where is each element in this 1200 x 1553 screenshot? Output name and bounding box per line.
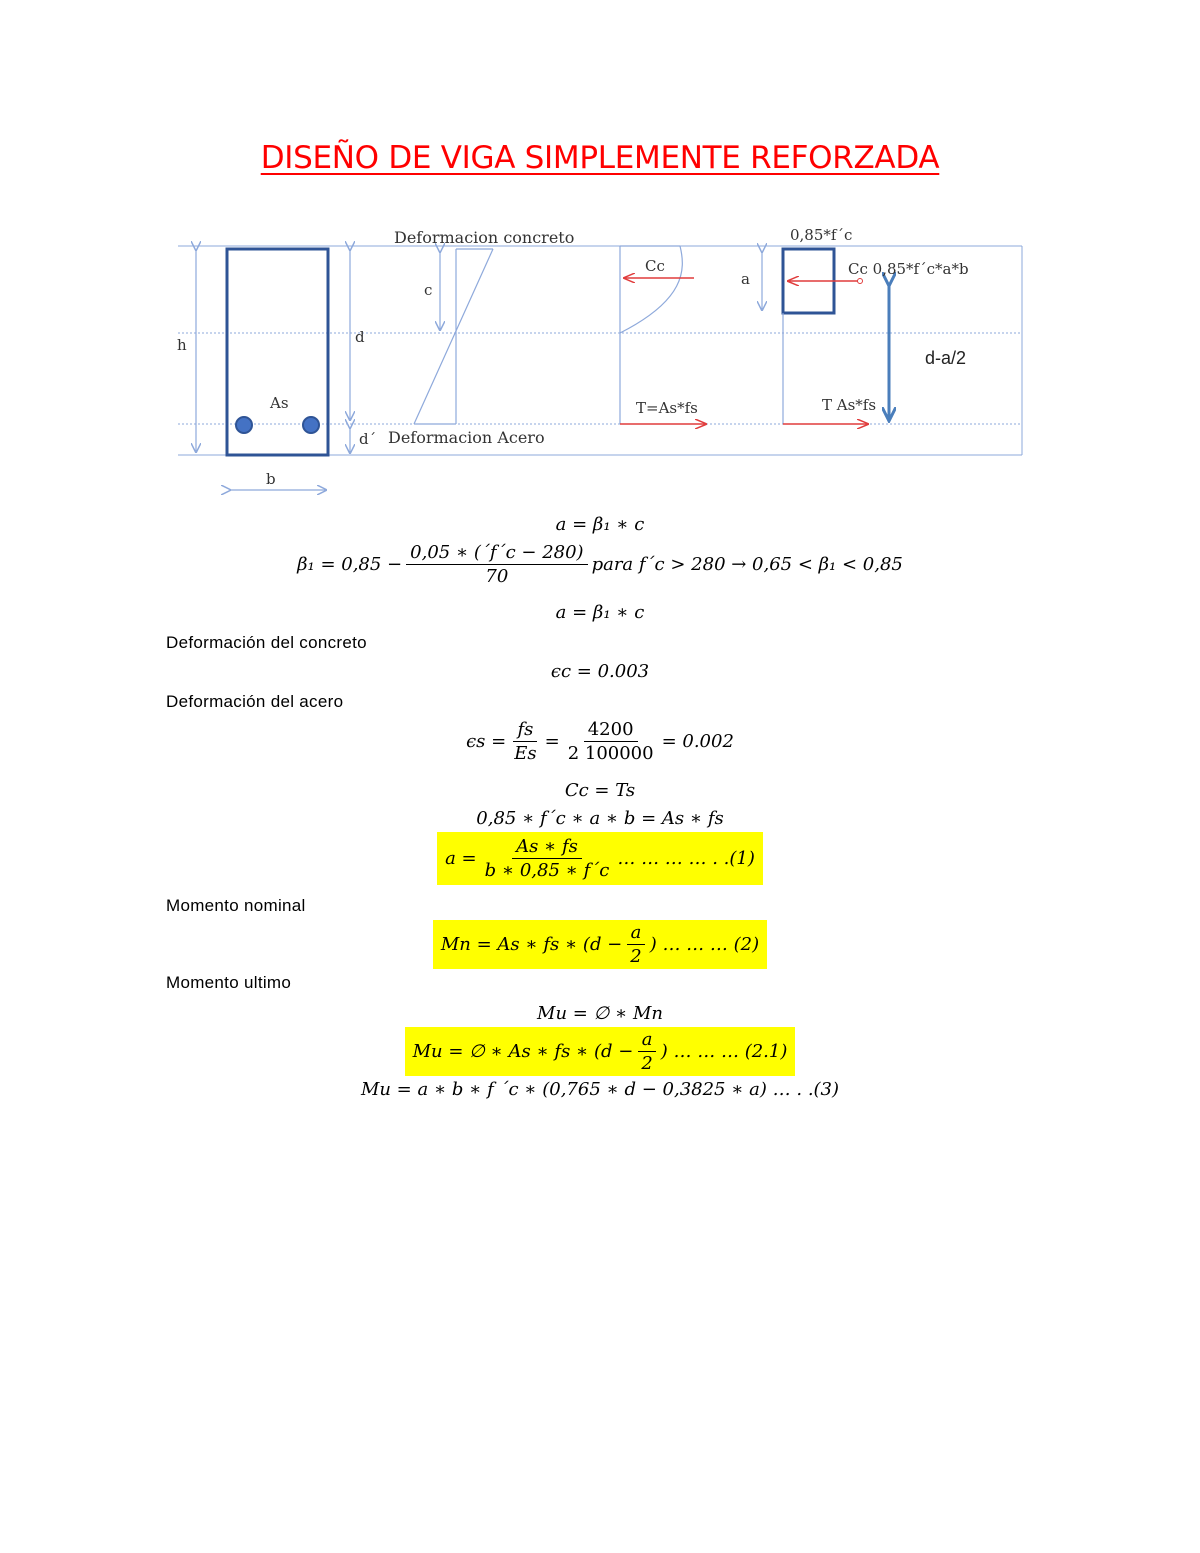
label-t: T=As*fs [636,399,698,417]
eq-cc-ts: Cc = Ts [564,780,636,801]
label-def-concreto: Deformacion concreto [394,228,575,247]
eq-2-1: Mu = ∅ ∗ As ∗ fs ∗ (d − $\frac{a}{2}$ ) … … … (2.1) [0,1027,1200,1076]
label-momento-nominal: Momento nominal [166,896,306,915]
label-momento-ultimo: Momento ultimo [166,973,292,992]
rebar-right [303,417,319,433]
label-b: b [266,470,276,488]
label-fc: 0,85*f´c [790,226,853,244]
beta-fraction: $\frac{0,05 ∗ (´f´c - 280)}{70}$ [406,542,587,587]
label-cc2: Cc 0,85*f´c*a*b [848,260,969,278]
label-da2: d-a/2 [925,348,967,368]
eq-a-beta-2: a = β₁ ∗ c [555,602,645,623]
eq-equilibrium: 0,85 ∗ f´c ∗ a ∗ b = As ∗ fs [476,808,724,829]
label-def-acero: Deformacion Acero [388,428,545,447]
eq-eps-s: ϵs = $\frac{fs}{Es}$ = $\frac{4200}{2 100000}$ = 0.002 [466,719,734,764]
eq-eps-c: ϵc = 0.003 [550,661,650,682]
label-cc: Cc [645,257,665,275]
eq-1: a = $\frac{As ∗ fs}{b ∗ 0,85 ∗ f´c}$ … … … … . .(1) [0,832,1200,885]
rebar-left [236,417,252,433]
eq-3: Mu = a ∗ b ∗ f ´c ∗ (0,765 ∗ d − 0,3825 ∗ a) … . .(3) [360,1079,840,1100]
label-a: a [741,270,750,288]
eq-mu-phi: Mu = ∅ ∗ Mn [537,1003,663,1024]
cc2-point [858,279,863,284]
label-t2: T As*fs [822,396,877,414]
beta-lhs: β₁ = 0,85 − [297,554,403,575]
label-c: c [424,281,433,299]
beta-rhs: para f´c > 280 → 0,65 < β₁ < 0,85 [591,554,903,575]
eq-a-beta-1: a = β₁ ∗ c [555,514,645,535]
beam-diagram [0,0,1200,520]
label-def-acero-text: Deformación del acero [166,692,344,711]
eq-2: Mn = As ∗ fs ∗ (d − $\frac{a}{2}$ ) … … … (2) [0,920,1200,969]
label-h: h [177,336,187,354]
page-title: DISEÑO DE VIGA SIMPLEMENTE REFORZADA [260,140,940,176]
strain-diagram [414,249,493,424]
label-d: d [355,328,365,346]
eq-beta [0,542,1200,587]
label-dprime: d´ [359,430,377,448]
label-as: As [270,394,289,412]
label-def-concreto-text: Deformación del concreto [166,633,367,652]
